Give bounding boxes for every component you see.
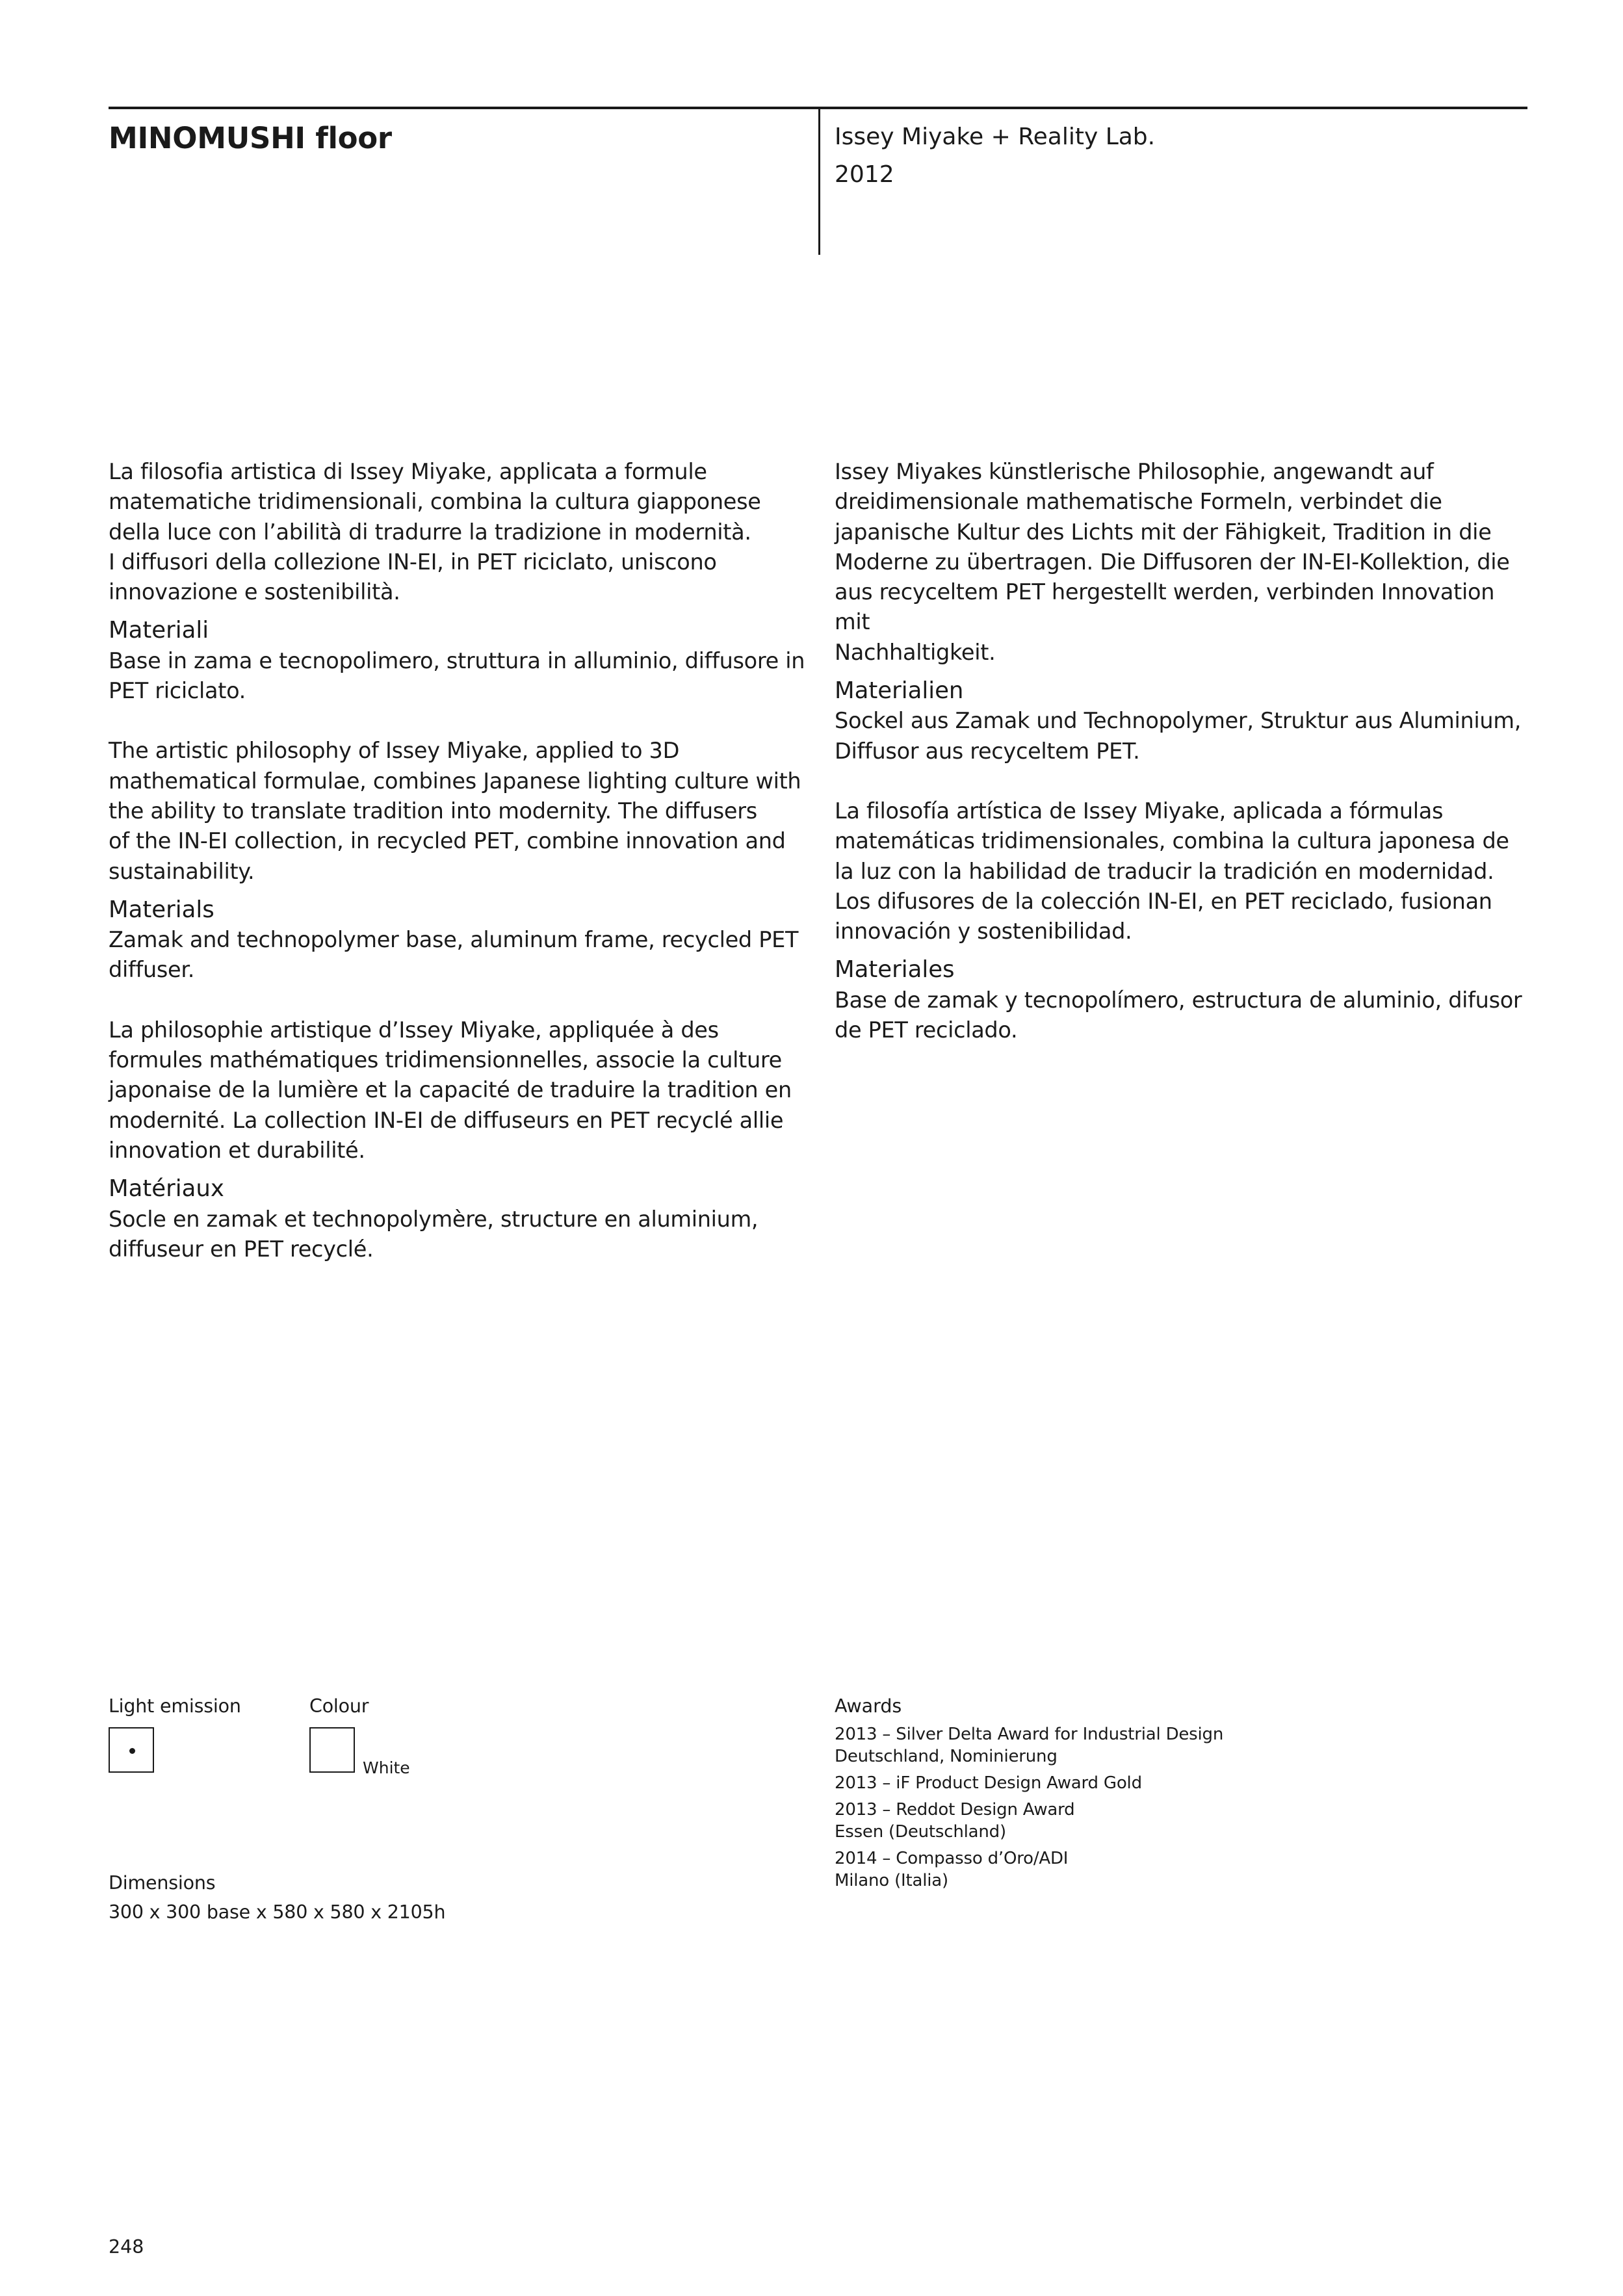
description-line: Los difusores de la colección IN-EI, en PET reciclado, fusionan — [835, 888, 1492, 914]
dimensions-value: 300 x 300 base x 580 x 580 x 2105h — [109, 1901, 446, 1923]
award-item — [835, 1772, 1223, 1794]
description-line: of the IN-EI collection, in recycled PET, combine innovation and — [109, 828, 786, 854]
description-line: sustainability. — [109, 858, 255, 884]
dimensions-label: Dimensions — [109, 1872, 216, 1894]
text-block-english — [109, 736, 820, 985]
materials-heading: Matériaux — [109, 1175, 224, 1203]
award-line: 2013 – iF Product Design Award Gold — [835, 1773, 1142, 1793]
award-line: 2014 – Compasso d’Oro/ADI — [835, 1849, 1069, 1868]
materials-line: diffuser. — [109, 957, 195, 983]
text-block-french — [109, 1015, 820, 1264]
materials-heading: Materials — [109, 896, 214, 923]
award-item — [835, 1723, 1223, 1768]
description-line: la luz con la habilidad de traducir la tradición en modernidad. — [835, 858, 1494, 884]
description-line: della luce con l’abilità di tradurre la tradizione in modernità. — [109, 519, 751, 545]
materials-line: Base de zamak y tecnopolímero, estructura de aluminio, difusor — [835, 987, 1522, 1013]
description-line: dreidimensionale mathematische Formeln, verbindet die — [835, 489, 1442, 515]
text-block-italian — [109, 457, 820, 706]
description-line: La philosophie artistique d’Issey Miyake, appliquée à des — [109, 1017, 719, 1043]
description-line: matematiche tridimensionali, combina la cultura giapponese — [109, 489, 761, 515]
materials-line: de PET reciclado. — [835, 1017, 1018, 1043]
description-line: mathematical formulae, combines Japanese lighting culture with — [109, 768, 801, 794]
description-line: japanische Kultur des Lichts mit der Fähigkeit, Tradition in die — [835, 519, 1492, 545]
description-line: La filosofia artistica di Issey Miyake, applicata a formule — [109, 459, 707, 484]
product-title: MINOMUSHI floor — [109, 121, 392, 155]
description-line: formules mathématiques tridimensionnelles, associe la culture — [109, 1047, 782, 1073]
materials-heading: Materialien — [835, 677, 964, 705]
award-item — [835, 1847, 1223, 1892]
colour-swatch-white — [309, 1727, 355, 1773]
description-line: the ability to translate tradition into modernity. The diffusers — [109, 798, 757, 824]
materials-line: PET riciclato. — [109, 678, 246, 704]
award-line: Milano (Italia) — [835, 1871, 948, 1890]
design-year: 2012 — [835, 161, 894, 188]
colour-name: White — [363, 1758, 410, 1777]
materials-heading: Materiales — [835, 956, 955, 984]
description-line: innovation et durabilité. — [109, 1137, 365, 1163]
header-divider — [818, 108, 820, 255]
materials-line: Base in zama e tecnopolimero, struttura in alluminio, diffusore in — [109, 647, 805, 673]
description-line: La filosofía artística de Issey Miyake, aplicada a fórmulas — [835, 798, 1444, 824]
description-line: innovación y sostenibilidad. — [835, 919, 1132, 945]
description-line: Issey Miyakes künstlerische Philosophie, angewandt auf — [835, 459, 1434, 484]
materials-heading: Materiali — [109, 617, 209, 644]
text-block-spanish — [835, 796, 1530, 1045]
award-line: Deutschland, Nominierung — [835, 1747, 1058, 1766]
description-line: I diffusori della collezione IN-EI, in PET riciclato, uniscono — [109, 549, 717, 575]
description-line: innovazione e sostenibilità. — [109, 579, 400, 605]
awards-section — [835, 1695, 1223, 1896]
award-line: 2013 – Silver Delta Award for Industrial Design — [835, 1725, 1224, 1744]
description-line: Moderne zu übertragen. Die Diffusoren der IN-EI-Kollektion, die — [835, 549, 1510, 575]
award-item — [835, 1799, 1223, 1843]
description-line: modernité. La collection IN-EI de diffuseurs en PET recyclé allie — [109, 1107, 784, 1133]
description-line: aus recyceltem PET hergestellt werden, verbinden Innovation mit — [835, 579, 1495, 635]
right-text-column — [835, 457, 1530, 1075]
materials-line: Sockel aus Zamak und Technopolymer, Struktur aus Aluminium, — [835, 708, 1522, 734]
left-text-column — [109, 457, 820, 1294]
page-number: 248 — [109, 2236, 144, 2258]
light-emission-label: Light emission — [109, 1695, 241, 1717]
description-line: matemáticas tridimensionales, combina la cultura japonesa de — [835, 828, 1509, 854]
materials-line: Socle en zamak et technopolymère, structure en aluminium, — [109, 1206, 759, 1232]
award-line: 2013 – Reddot Design Award — [835, 1800, 1075, 1820]
materials-line: Zamak and technopolymer base, aluminum frame, recycled PET — [109, 927, 799, 953]
description-line: Nachhaltigkeit. — [835, 639, 996, 665]
materials-line: diffuseur en PET recyclé. — [109, 1236, 374, 1262]
description-line: japonaise de la lumière et la capacité de traduire la tradition en — [109, 1077, 792, 1103]
description-line: The artistic philosophy of Issey Miyake, applied to 3D — [109, 738, 680, 764]
awards-title: Awards — [835, 1695, 902, 1717]
designer-name: Issey Miyake + Reality Lab. — [835, 124, 1156, 150]
text-block-german — [835, 457, 1530, 766]
award-line: Essen (Deutschland) — [835, 1822, 1006, 1842]
colour-label: Colour — [309, 1695, 369, 1717]
direct-light-dot-icon — [129, 1748, 135, 1754]
light-emission-box — [109, 1727, 154, 1773]
materials-line: Diffusor aus recyceltem PET. — [835, 738, 1140, 764]
